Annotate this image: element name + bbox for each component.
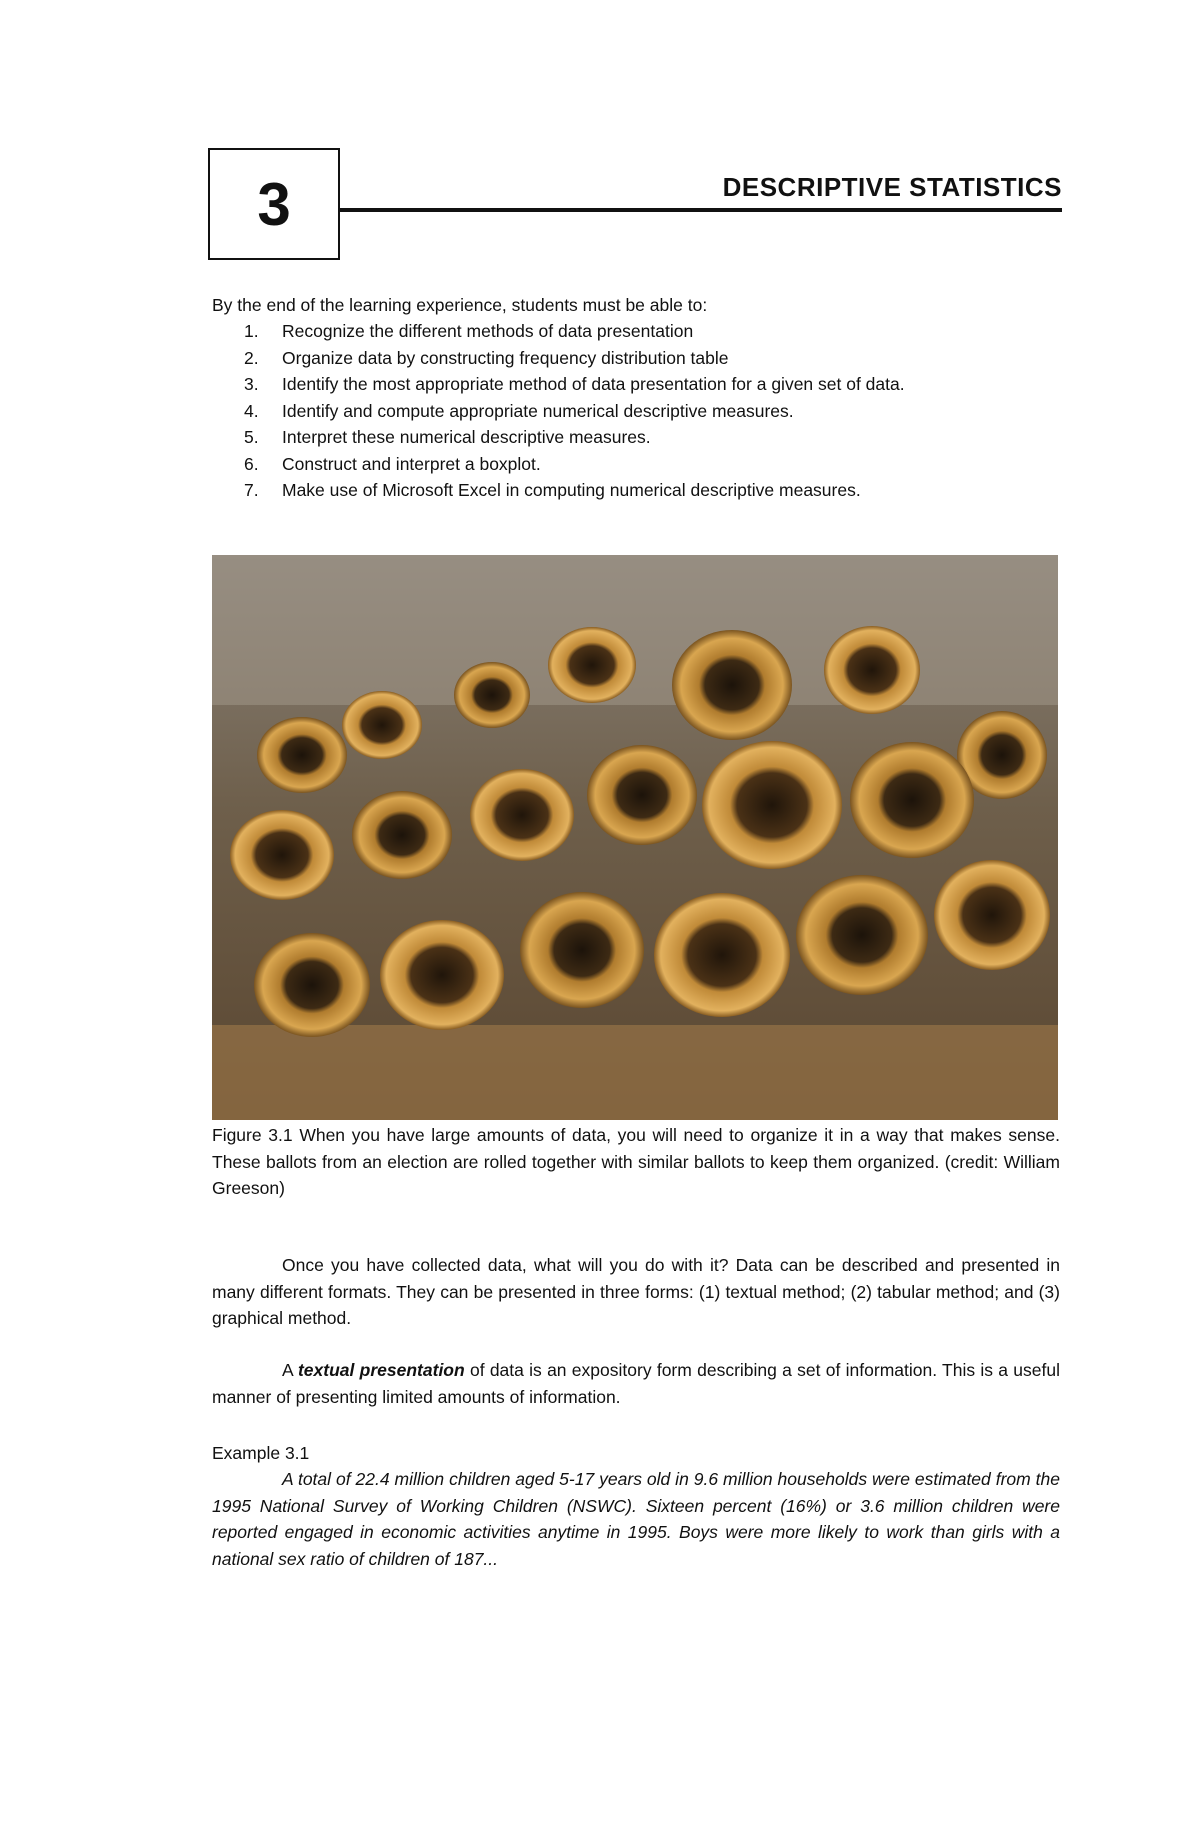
objective-item: 6. Construct and interpret a boxplot.: [244, 453, 541, 474]
objective-item: 4. Identify and compute appropriate numerical descriptive measures.: [244, 400, 794, 421]
objectives-intro: By the end of the learning experience, students must be able to:: [212, 295, 708, 315]
figure-caption: Figure 3.1 When you have large amounts of data, you will need to organize it in a way that makes sense. These ballots from an election are rolled together with similar ballots to keep them organized. (credit: William Greeson): [212, 1125, 1060, 1198]
chapter-title: DESCRIPTIVE STATISTICS: [722, 172, 1062, 202]
objective-item: 1. Recognize the different methods of data presentation: [244, 321, 694, 341]
objective-item: 3. Identify the most appropriate method of data presentation for a given set of data.: [244, 374, 905, 394]
example-label: Example 3.1: [212, 1443, 310, 1463]
body-paragraph: Once you have collected data, what will you do with it? Data can be described and presented in many different formats. They can be presented in three forms: (1) textual method; (2) tabular method; and (3) graphical method.: [212, 1255, 1060, 1328]
body-paragraph: A textual presentation of data is an expository form describing a set of information. This is a useful manner of presenting limited amounts of information.: [212, 1360, 1060, 1407]
chapter-rule: [340, 208, 1062, 212]
objectives-list: [212, 318, 1060, 504]
objective-item: 7. Make use of Microsoft Excel in computing numerical descriptive measures.: [244, 480, 861, 500]
objective-item: 5. Interpret these numerical descriptive measures.: [244, 427, 651, 447]
chapter-number: 3: [257, 170, 291, 238]
term-textual-presentation: textual presentation: [297, 1360, 465, 1380]
chapter-number-box: [208, 148, 340, 260]
example-text: A total of 22.4 million children aged 5-17 years old in 9.6 million households were estimated from the 1995 National Survey of Working Children (NSWC). Sixteen percent (16%) or 3.6 million children were reported engaged in economic activities anytime in 1995. Boys were more likely to work than girls with a national sex ratio of children of 187...: [212, 1469, 1060, 1569]
objective-item: 2. Organize data by constructing frequency distribution table: [244, 347, 729, 368]
figure-ballots-photo: [212, 555, 1058, 1120]
rolled-ballots-illustration: [212, 555, 1058, 1120]
